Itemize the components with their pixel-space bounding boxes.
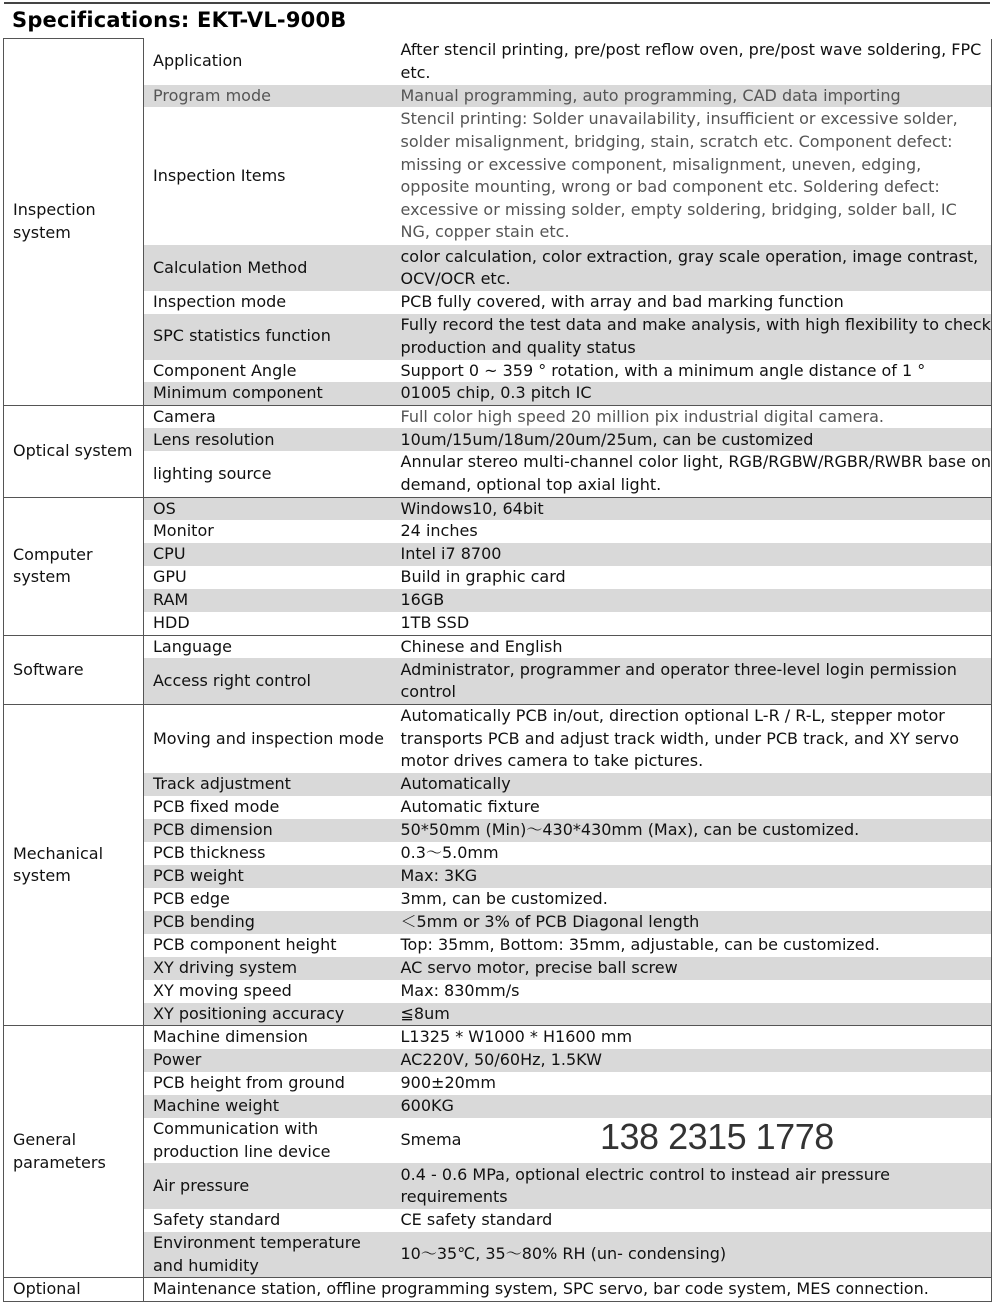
spec-label: RAM (144, 589, 393, 612)
category-cell: Optical system (4, 405, 144, 497)
optional-row (4, 1278, 992, 1302)
spec-value: Stencil printing: Solder unavailability, insufficient or excessive solder, solder misalignment, bridging, stain, scratch etc. Component defect: missing or excessive component, misalignment, uneven, edging, opposite mounting, wrong or bad component etc. Soldering defect: excessive or missing solder, empty soldering, bridging, solder ball, IC NG, copper stain etc. (393, 107, 992, 245)
spec-value: 900±20mm (393, 1072, 992, 1095)
spec-value: ＜5mm or 3% of PCB Diagonal length (393, 911, 992, 934)
spec-row (4, 865, 992, 888)
spec-row (4, 980, 992, 1003)
spec-value: color calculation, color extraction, gray scale operation, image contrast, OCV/OCR etc. (393, 245, 992, 291)
title-rule (4, 2, 990, 4)
spec-value: Top: 35mm, Bottom: 35mm, adjustable, can be customized. (393, 934, 992, 957)
spec-row (4, 107, 992, 245)
page-title: Specifications: EKT-VL-900B (12, 8, 347, 32)
spec-row (4, 520, 992, 543)
spec-row (4, 704, 992, 772)
spec-label: GPU (144, 566, 393, 589)
spec-value: AC220V, 50/60Hz, 1.5KW (393, 1049, 992, 1072)
spec-label: PCB dimension (144, 819, 393, 842)
spec-value: L1325 * W1000 * H1600 mm (393, 1026, 992, 1049)
spec-row (4, 360, 992, 383)
spec-value: Automatic fixture (393, 796, 992, 819)
spec-row (4, 382, 992, 405)
spec-value: 24 inches (393, 520, 992, 543)
spec-value: 0.4 - 0.6 MPa, optional electric control to instead air pressure requirements (393, 1163, 992, 1209)
spec-label: Power (144, 1049, 393, 1072)
spec-row (4, 796, 992, 819)
optional-value: Maintenance station, offline programming system, SPC servo, bar code system, MES connection. (144, 1278, 992, 1302)
spec-label: CPU (144, 543, 393, 566)
phone-watermark: 138 2315 1778 (600, 1116, 834, 1157)
spec-label: Inspection mode (144, 291, 393, 314)
spec-row (4, 635, 992, 658)
spec-label: Calculation Method (144, 245, 393, 291)
spec-row (4, 543, 992, 566)
spec-value: Automatically PCB in/out, direction optional L-R / R-L, stepper motor transports PCB and adjust track width, under PCB track, and XY servo motor drives camera to take pictures. (393, 704, 992, 772)
spec-value: Annular stereo multi-channel color light, RGB/RGBW/RGBR/RWBR base on demand, optional top axial light. (393, 451, 992, 497)
spec-label: Moving and inspection mode (144, 704, 393, 772)
spec-label: Air pressure (144, 1163, 393, 1209)
spec-label: SPC statistics function (144, 314, 393, 360)
spec-value: Windows10, 64bit (393, 497, 992, 520)
spec-value: 10～35℃, 35～80% RH (un- condensing) (393, 1232, 992, 1278)
optional-category: Optional (4, 1278, 144, 1302)
spec-label: Environment temperature and humidity (144, 1232, 393, 1278)
spec-row (4, 497, 992, 520)
spec-label: Access right control (144, 658, 393, 704)
spec-label: PCB edge (144, 888, 393, 911)
spec-value: 600KG (393, 1095, 992, 1118)
spec-value: Max: 830mm/s (393, 980, 992, 1003)
spec-label: Inspection Items (144, 107, 393, 245)
spec-value: 3mm, can be customized. (393, 888, 992, 911)
spec-row (4, 1232, 992, 1278)
spec-value: 0.3～5.0mm (393, 842, 992, 865)
spec-value: 01005 chip, 0.3 pitch IC (393, 382, 992, 405)
spec-value: Smema (393, 1118, 992, 1163)
spec-value: Support 0 ~ 359 ° rotation, with a minimum angle distance of 1 ° (393, 360, 992, 383)
spec-row (4, 405, 992, 428)
spec-label: HDD (144, 612, 393, 635)
spec-row (4, 1003, 992, 1026)
spec-row (4, 911, 992, 934)
spec-row (4, 589, 992, 612)
spec-row (4, 1072, 992, 1095)
spec-label: PCB weight (144, 865, 393, 888)
spec-value: CE safety standard (393, 1209, 992, 1232)
spec-value: Full color high speed 20 million pix industrial digital camera. (393, 405, 992, 428)
spec-row (4, 1209, 992, 1232)
spec-row (4, 1163, 992, 1209)
spec-label: XY positioning accuracy (144, 1003, 393, 1026)
spec-row (4, 612, 992, 635)
spec-value: Chinese and English (393, 635, 992, 658)
spec-row (4, 428, 992, 451)
spec-row (4, 773, 992, 796)
spec-value: Max: 3KG (393, 865, 992, 888)
spec-label: PCB component height (144, 934, 393, 957)
spec-value: Build in graphic card (393, 566, 992, 589)
spec-row (4, 291, 992, 314)
spec-value: 16GB (393, 589, 992, 612)
spec-table (3, 38, 992, 1302)
category-cell: General parameters (4, 1026, 144, 1278)
spec-value: PCB fully covered, with array and bad marking function (393, 291, 992, 314)
spec-row (4, 819, 992, 842)
spec-row (4, 957, 992, 980)
spec-row (4, 1026, 992, 1049)
spec-label: Component Angle (144, 360, 393, 383)
spec-label: Application (144, 39, 393, 85)
spec-label: Language (144, 635, 393, 658)
spec-label: PCB height from ground (144, 1072, 393, 1095)
spec-row (4, 245, 992, 291)
spec-label: lighting source (144, 451, 393, 497)
spec-row (4, 1118, 992, 1163)
spec-label: XY driving system (144, 957, 393, 980)
spec-value: Administrator, programmer and operator three-level login permission control (393, 658, 992, 704)
spec-label: Minimum component (144, 382, 393, 405)
spec-row (4, 888, 992, 911)
spec-label: PCB thickness (144, 842, 393, 865)
spec-row (4, 658, 992, 704)
spec-row (4, 842, 992, 865)
spec-label: Monitor (144, 520, 393, 543)
spec-value: 50*50mm (Min)～430*430mm (Max), can be customized. (393, 819, 992, 842)
spec-value: 1TB SSD (393, 612, 992, 635)
spec-row (4, 1049, 992, 1072)
spec-row (4, 566, 992, 589)
spec-label: Machine dimension (144, 1026, 393, 1049)
spec-row (4, 451, 992, 497)
spec-label: PCB fixed mode (144, 796, 393, 819)
category-cell: Inspection system (4, 39, 144, 406)
category-cell: Computer system (4, 497, 144, 635)
spec-label: PCB bending (144, 911, 393, 934)
spec-row (4, 1095, 992, 1118)
spec-value: ≦8um (393, 1003, 992, 1026)
spec-label: Safety standard (144, 1209, 393, 1232)
spec-label: XY moving speed (144, 980, 393, 1003)
spec-value: 10um/15um/18um/20um/25um, can be customized (393, 428, 992, 451)
spec-label: Machine weight (144, 1095, 393, 1118)
spec-label: OS (144, 497, 393, 520)
spec-label: Program mode (144, 85, 393, 108)
spec-label: Lens resolution (144, 428, 393, 451)
category-cell: Software (4, 635, 144, 704)
spec-row (4, 314, 992, 360)
spec-value: Manual programming, auto programming, CAD data importing (393, 85, 992, 108)
spec-label: Track adjustment (144, 773, 393, 796)
spec-value: Fully record the test data and make analysis, with high flexibility to check production and quality status (393, 314, 992, 360)
spec-label: Camera (144, 405, 393, 428)
spec-row (4, 39, 992, 85)
spec-row (4, 934, 992, 957)
spec-row (4, 85, 992, 108)
category-cell: Mechanical system (4, 704, 144, 1025)
spec-value: Intel i7 8700 (393, 543, 992, 566)
spec-label: Communication with production line device (144, 1118, 393, 1163)
spec-value: After stencil printing, pre/post reflow oven, pre/post wave soldering, FPC etc. (393, 39, 992, 85)
spec-value: AC servo motor, precise ball screw (393, 957, 992, 980)
spec-value: Automatically (393, 773, 992, 796)
